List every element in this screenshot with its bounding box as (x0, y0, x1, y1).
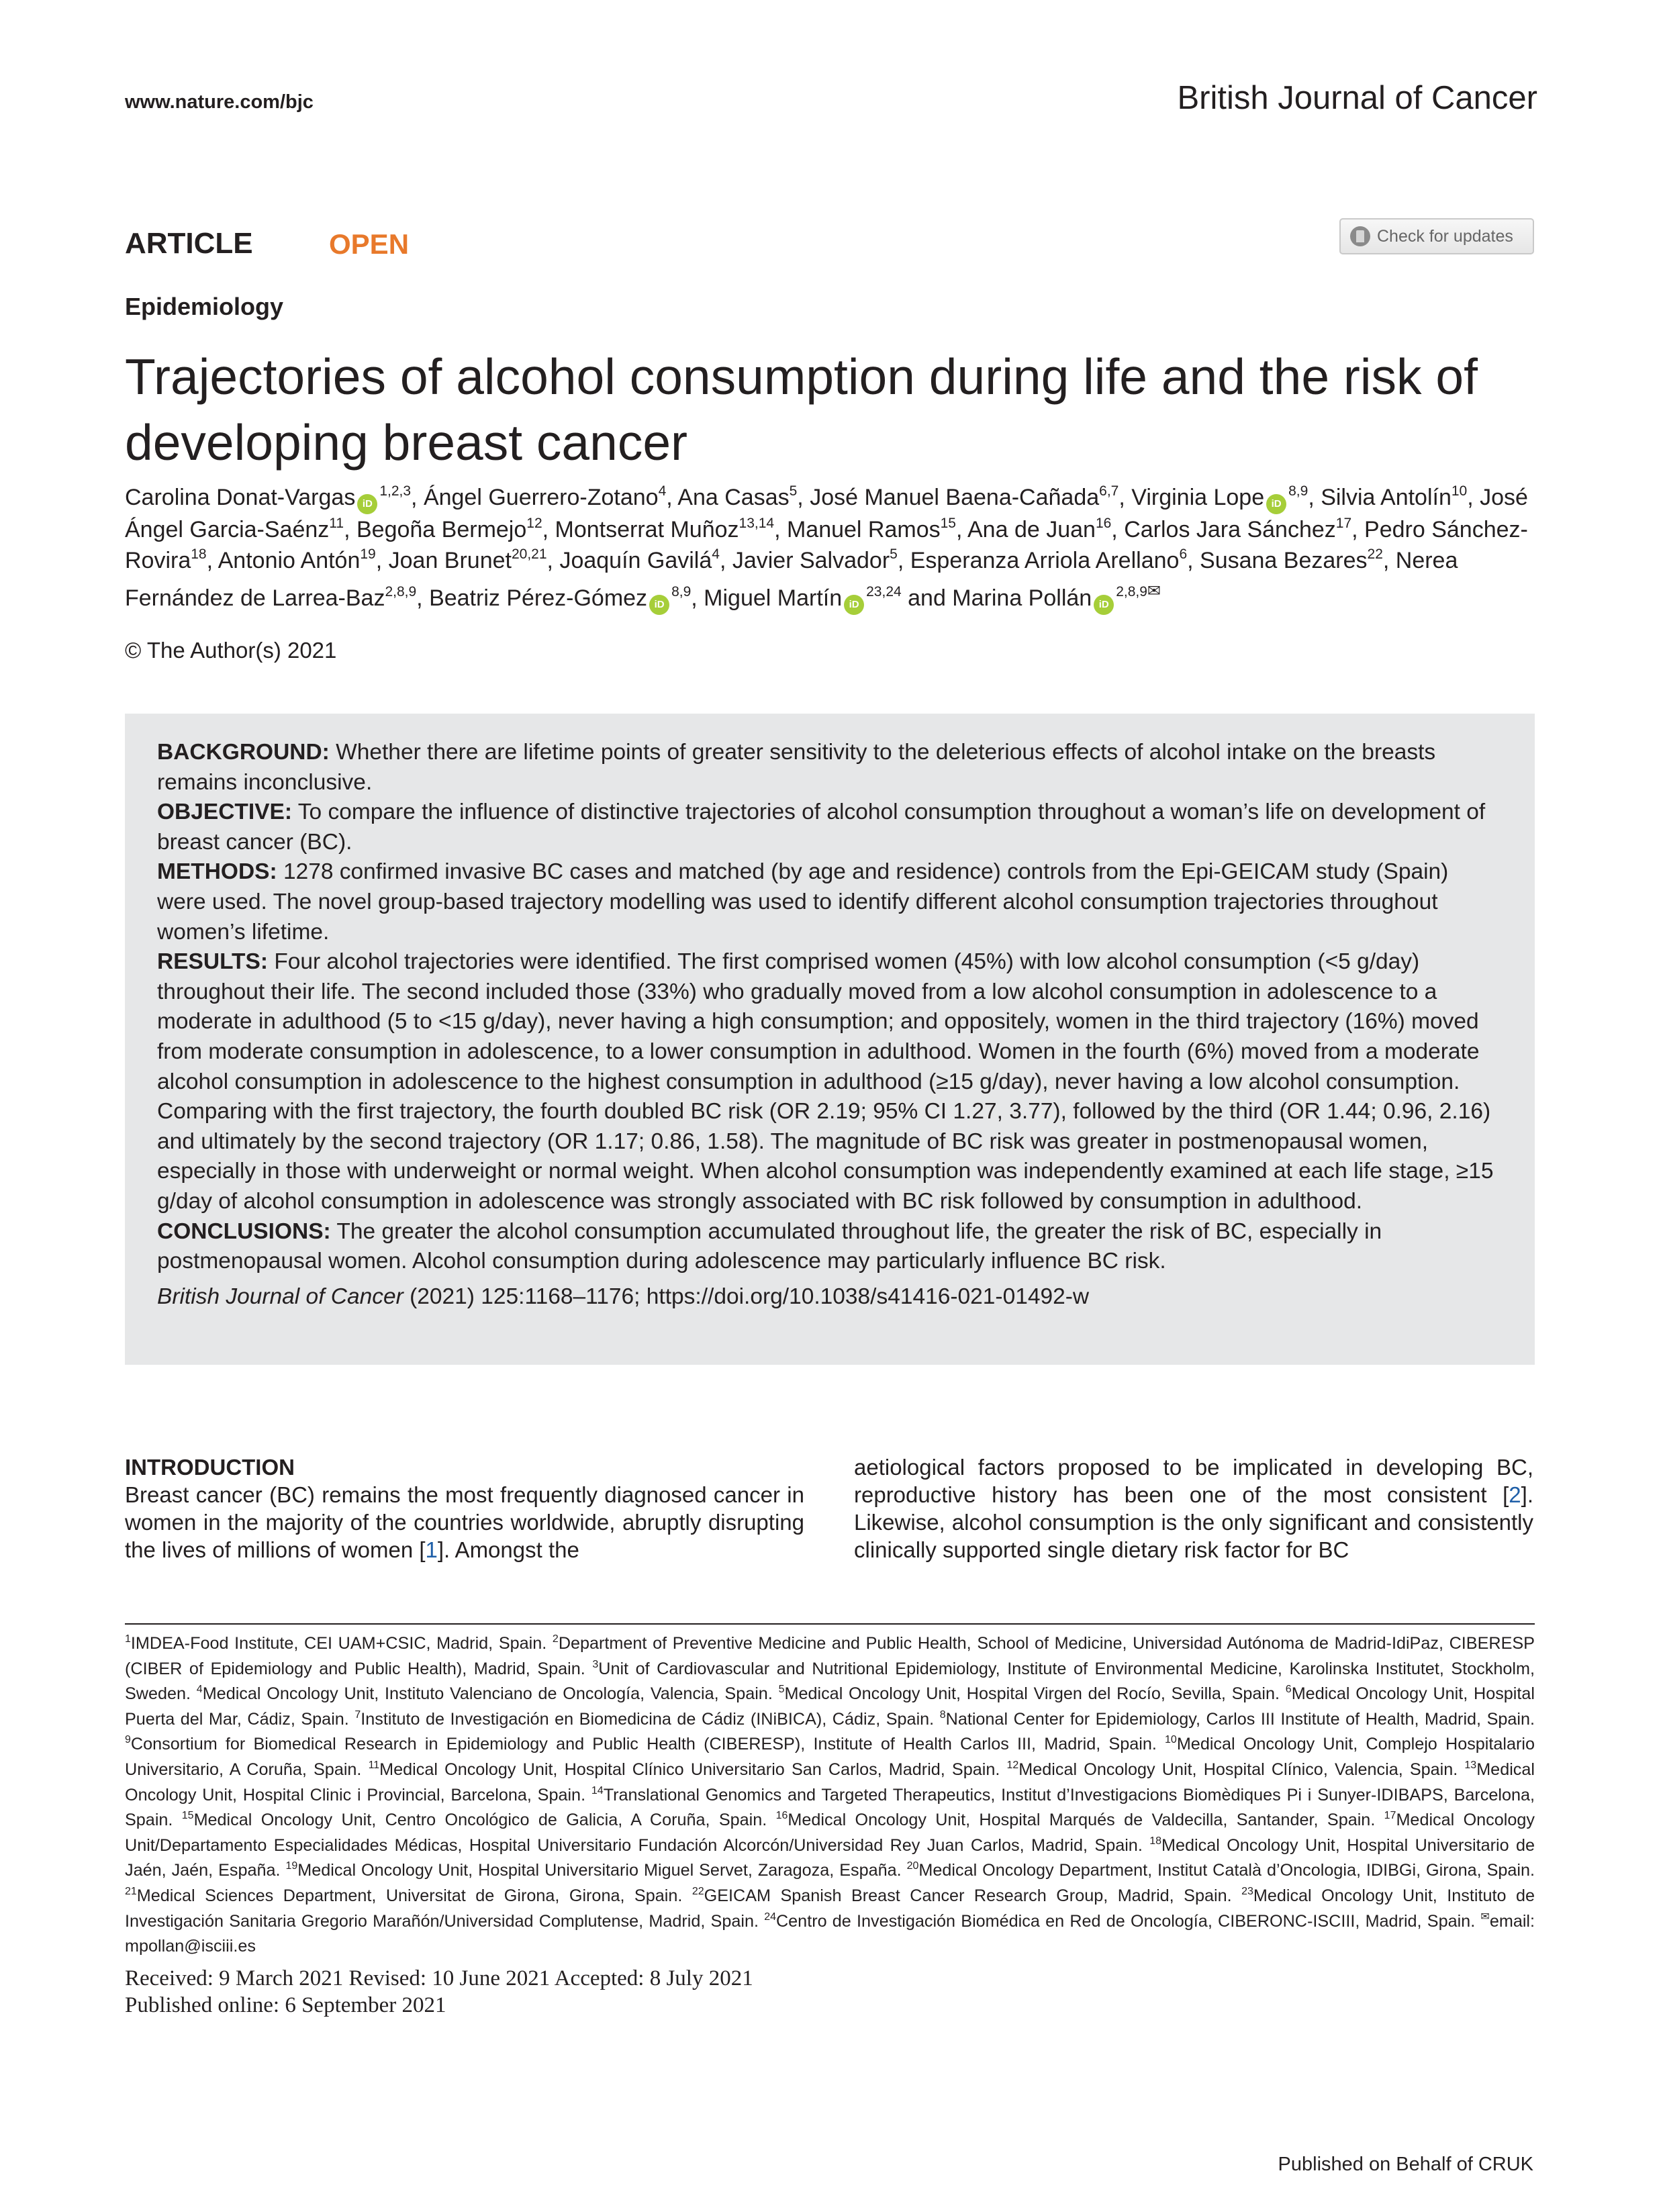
orcid-icon[interactable]: iD (649, 595, 669, 615)
article-dates (125, 1965, 753, 2019)
envelope-icon[interactable]: ✉ (1147, 582, 1161, 600)
open-access-label: OPEN (329, 228, 410, 260)
conclusions-text: The greater the alcohol consumption accumulated throughout life, the greater the risk of BC, especially in postmenopausal women. Alcohol consumption during adolescence may particularly influence BC risk. (157, 1218, 1382, 1274)
orcid-icon[interactable]: iD (357, 494, 377, 514)
objective-label: OBJECTIVE: (157, 800, 293, 825)
citation-line (157, 1282, 1503, 1312)
abstract-methods (157, 857, 1503, 947)
intro-text-right-a: aetiological factors proposed to be implicated in developing BC, reproductive history has been one of the most consistent [ (854, 1455, 1533, 1507)
background-label: BACKGROUND: (157, 740, 330, 765)
intro-column-right (854, 1453, 1533, 1564)
publisher-note: Published on Behalf of CRUK (1278, 2154, 1533, 2175)
abstract-results (157, 947, 1503, 1216)
intro-text-right-b: ]. Likewise, alcohol consumption is the only significant and consistently clinically supported single dietary risk factor for BC (854, 1482, 1533, 1562)
intro-text-left-a: Breast cancer (BC) remains the most frequently diagnosed cancer in women in the majority of the countries worldwide, abruptly disrupting the lives of millions of women [ (125, 1482, 804, 1562)
results-label: RESULTS: (157, 949, 269, 975)
orcid-icon[interactable]: iD (844, 595, 864, 615)
affiliations: $^1$IMDEA-Food Institute, CEI UAM+CSIC, Madrid, Spain. $^2$Department of Preventive Medicine and Public Health, School of Medicine, Universidad Autónoma de Madrid-IdiPaz, CIBERESP (CIBER of Epidemiology and Public Health), Madrid, Spain. $^3$Unit of Cardiovascular and Nutritional Epidemiology, Institute of Environmental Medicine, Karolinska Institutet, Stockholm, Sweden. $^4$Medical Oncology Unit, Instituto Valenciano de Oncología, Valencia, Spain. $^5$Medical Oncology Unit, Hospital Virgen del Rocío, Sevilla, Spain. $^6$Medical Oncology Unit, Hospital Puerta del Mar, Cádiz, Spain. $^7$Instituto de Investigación en Biomedicina de Cádiz (INiBICA), Cádiz, Spain. $^8$National Center for Epidemiology, Carlos III Institute of Health, Madrid, Spain. $^9$Consortium for Biomedical Research in Epidemiology and Public Health (CIBERESP), Institute of Health Carlos III, Madrid, Spain. $^{10}$Medical Oncology Unit, Complejo Hospitalario Universitario, A Coruña, Spain. $^{11}$Medical Oncology Unit, Hospital Clínico Universitario San Carlos, Madrid, Spain. $^{12}$Medical Oncology Unit, Hospital Clínico, Valencia, Spain. $^{13}$Medical Oncology Unit, Hospital Clinic i Provincial, Barcelona, Spain. $^{14}$Translational Genomics and Targeted Therapeutics, Institut d’Investigacions Biomèdiques Pi i Sunyer-IDIBAPS, Barcelona, Spain. $^{15}$Medical Oncology Unit, Centro Oncológico de Galicia, A Coruña, Spain. $^{16}$Medical Oncology Unit, Hospital Marqués de Valdecilla, Santander, Spain. $^{17}$Medical Oncology Unit/Departamento Especialidades Médicas, Hospital Universitario Fundación Alcorcón/Universidad Rey Juan Carlos, Madrid, Spain. $^{18}$Medical Oncology Unit, Hospital Universitario de Jaén, Jaén, España. $^{19}$Medical Oncology Unit, Hospital Universitario Miguel Servet, Zaragoza, España. $^{20}$Medical Oncology Department, Institut Català d’Oncologia, IDIBGi, Girona, Spain. $^{21}$Medical Sciences Department, Universitat de Girona, Girona, Spain. $^{22}$GEICAM Spanish Breast Cancer Research Group, Madrid, Spain. $^{23}$Medical Oncology Unit, Instituto de Investigación Sanitaria Gregorio Marañón/Universidad Complutense, Madrid, Spain. $^{24}$Centro de Investigación Biomédica en Red de Oncología, CIBERONC-ISCIII, Madrid, Spain. ✉email: mpollan@isciii.es (125, 1633, 1535, 1956)
reference-link-1[interactable]: 1 (425, 1537, 438, 1562)
check-for-updates-label: Check for updates (1377, 226, 1513, 246)
abstract-objective (157, 798, 1503, 857)
journal-url[interactable]: www.nature.com/bjc (125, 91, 314, 113)
intro-column-left (125, 1453, 804, 1564)
check-for-updates-icon (1350, 226, 1370, 246)
received-revised-accepted: Received: 9 March 2021 Revised: 10 June 2021 Accepted: 8 July 2021 (125, 1966, 753, 1990)
check-for-updates-button[interactable] (1339, 218, 1534, 254)
author-list: Carolina Donat-Vargas iD$^{1,2,3}$, Ángel Guerrero-Zotano$^4$, Ana Casas$^5$, José Manuel Baena-Cañada$^{6,7}$, Virginia Lope iD$^{8,9}$, Silvia Antolín$^{10}$, José Ángel Garcia-Saénz$^{11}$, Begoña Bermejo$^{12}$, Montserrat Muñoz$^{13,14}$, Manuel Ramos$^{15}$, Ana de Juan$^{16}$, Carlos Jara Sánchez$^{17}$, Pedro Sánchez-Rovira$^{18}$, Antonio Antón$^{19}$, Joan Brunet$^{20,21}$, Joaquín Gavilá$^4$, Javier Salvador$^5$, Esperanza Arriola Arellano$^6$, Susana Bezares$^{22}$, Nerea Fernández de Larrea-Baz$^{2,8,9}$, Beatriz Pérez-Gómez iD$^{8,9}$, Miguel Martín iD$^{23,24}$ and Marina Pollán $iD^{2,8,9✉}$ (125, 482, 1540, 615)
journal-name: British Journal of Cancer (1177, 80, 1537, 116)
methods-label: METHODS: (157, 859, 277, 885)
citation-doi[interactable]: (2021) 125:1168–1176; https://doi.org/10.1038/s41416-021-01492-w (403, 1284, 1090, 1309)
background-text: Whether there are lifetime points of greater sensitivity to the deleterious effects of alcohol intake on the breasts remains inconclusive. (157, 740, 1436, 795)
abstract-conclusions (157, 1217, 1503, 1277)
citation-journal: British Journal of Cancer (157, 1284, 403, 1309)
abstract (125, 714, 1535, 1365)
intro-heading: INTRODUCTION (125, 1455, 295, 1480)
orcid-icon[interactable]: iD (1094, 595, 1114, 615)
objective-text: To compare the influence of distinctive trajectories of alcohol consumption throughout a woman’s life on development of breast cancer (BC). (157, 800, 1486, 855)
abstract-background (157, 738, 1503, 798)
published-online: Published online: 6 September 2021 (125, 1993, 446, 2017)
footnote-divider (125, 1623, 1535, 1625)
methods-text: 1278 confirmed invasive BC cases and matched (by age and residence) controls from the Epi-GEICAM study (Spain) were used. The novel group-based trajectory modelling was used to identify different alcohol consumption trajectories throughout women’s lifetime. (157, 859, 1449, 945)
intro-text-left-b: ]. Amongst the (437, 1537, 579, 1562)
results-text: Four alcohol trajectories were identified. The first comprised women (45%) with low alcohol consumption (<5 g/day) throughout their life. The second included those (33%) who gradually moved from a low alcohol consumption in adolescence to a moderate in adulthood (5 to <15 g/day), never having a high consumption; and oppositely, women in the third trajectory (16%) moved from moderate consumption in adolescence, to a lower consumption in adulthood. Women in the fourth (6%) moved from a moderate alcohol consumption in adolescence to the highest consumption in adulthood (≥15 g/day), never having a low alcohol consumption. Comparing with the first trajectory, the fourth doubled BC risk (OR 2.19; 95% CI 1.27, 3.77), followed by the third (OR 1.44; 0.96, 2.16) and ultimately by the second trajectory (OR 1.17; 0.86, 1.58). The magnitude of BC risk was greater in postmenopausal women, especially in those with underweight or normal weight. When alcohol consumption was independently examined at each life stage, ≥15 g/day of alcohol consumption in adolescence was strongly associated with BC risk followed by consumption in adulthood. (157, 949, 1494, 1214)
orcid-icon[interactable]: iD (1266, 494, 1286, 514)
article-type-label: ARTICLE (125, 227, 253, 260)
reference-link-2[interactable]: 2 (1509, 1482, 1521, 1507)
subject-category: Epidemiology (125, 293, 284, 320)
copyright-notice: © The Author(s) 2021 (125, 638, 337, 663)
conclusions-label: CONCLUSIONS: (157, 1218, 331, 1244)
article-title: Trajectories of alcohol consumption during life and the risk of developing breast cancer (125, 348, 1478, 471)
